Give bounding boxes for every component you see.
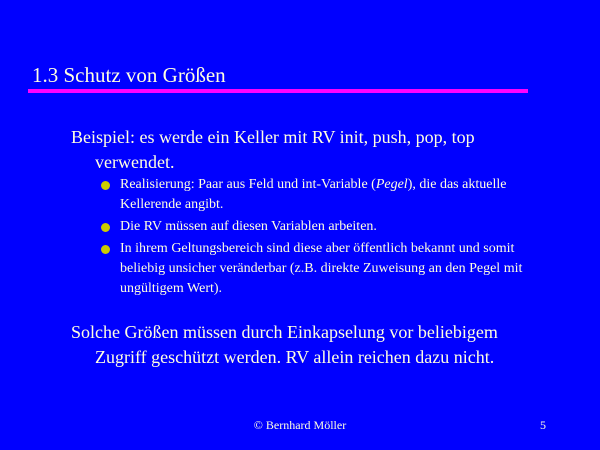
page-number: 5 xyxy=(540,418,546,432)
bullet-item xyxy=(97,175,557,215)
bullet-item xyxy=(97,217,557,237)
bullet-item xyxy=(97,239,557,299)
bullet-text: In ihrem Geltungsbereich sind diese aber öffentlich bekannt und somit beliebig unsicher veränderbar (z.B. direkte Zuweisung an den Pegel mit ungültigem Wert). xyxy=(120,241,523,296)
bullet-text-before: Realisierung: Paar aus Feld und int-Variable ( xyxy=(120,177,376,192)
slide-title: 1.3 Schutz von Größen xyxy=(32,63,226,87)
bullet-list xyxy=(97,175,557,301)
bullet-text-emphasis: Pegel xyxy=(375,177,408,192)
conclusion-paragraph-line-2: Zugriff geschützt werden. RV allein reichen dazu nicht. xyxy=(95,347,495,367)
bullet-text-after: ), die das aktuelle Kellerende angibt. xyxy=(120,177,507,212)
bullet-icon xyxy=(101,245,110,254)
footer-author: © Bernhard Möller xyxy=(253,418,347,432)
bullet-text: Die RV müssen auf diesen Variablen arbeiten. xyxy=(120,219,377,234)
example-paragraph-line-1: Beispiel: es werde ein Keller mit RV init, push, pop, top xyxy=(71,127,475,147)
conclusion-paragraph xyxy=(71,320,591,370)
conclusion-paragraph-line-1: Solche Größen müssen durch Einkapselung vor beliebigem xyxy=(71,322,498,342)
example-paragraph-line-2: verwendet. xyxy=(95,152,175,172)
bullet-icon xyxy=(101,223,110,232)
example-paragraph xyxy=(71,125,571,175)
bullet-icon xyxy=(101,181,110,190)
title-underline xyxy=(28,89,528,93)
